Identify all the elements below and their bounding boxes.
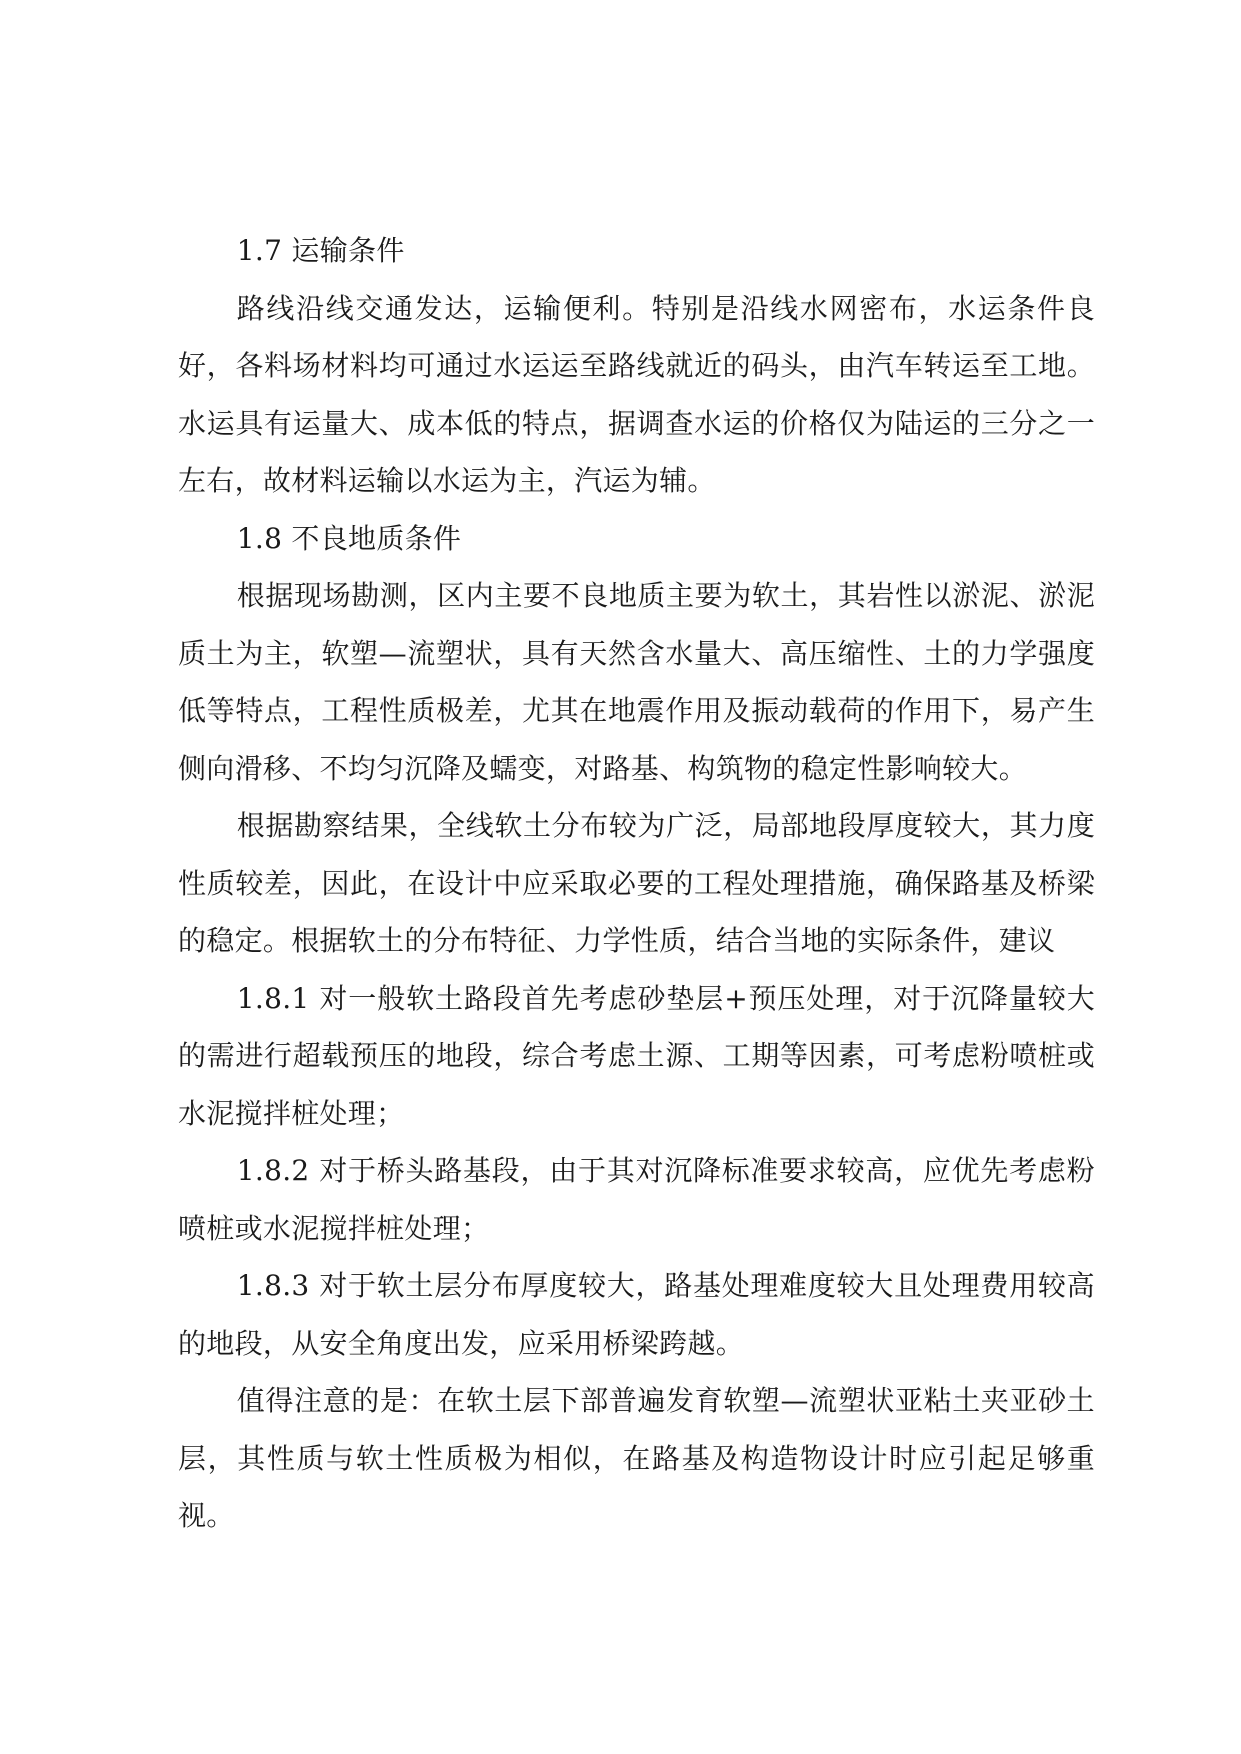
heading-1-8: 1.8 不良地质条件 [236, 521, 462, 555]
item-1-8-1: 1.8.1 对一般软土路段首先考虑砂垫层+预压处理，对于沉降量较大的需进行超载预压的地段，综合考虑土源、工期等因素，可考虑粉喷桩或水泥搅拌桩处理； [178, 981, 1095, 1130]
paragraph-transport: 路线沿线交通发达，运输便利。特别是沿线水网密布，水运条件良好，各料场材料均可通过水运运至路线就近的码头，由汽车转运至工地。水运具有运量大、成本低的特点，据调查水运的价格仅为陆运的三分之一左右，故材料运输以水运为主，汽运为辅。 [178, 291, 1095, 497]
document-page [178, 222, 1095, 1545]
item-1-8-3: 1.8.3 对于软土层分布厚度较大，路基处理难度较大且处理费用较高的地段，从安全角度出发，应采用桥梁跨越。 [178, 1269, 1095, 1360]
item-1-8-2: 1.8.2 对于桥头路基段，由于其对沉降标准要求较高，应优先考虑粉喷桩或水泥搅拌桩处理； [178, 1154, 1095, 1245]
heading-1-7: 1.7 运输条件 [236, 234, 405, 267]
paragraph-survey: 根据现场勘测，区内主要不良地质主要为软土，其岩性以淤泥、淤泥质土为主，软塑—流塑状，具有天然含水量大、高压缩性、土的力学强度低等特点，工程性质极差，尤其在地震作用及振动载荷的作用下，易产生侧向滑移、不均匀沉降及蠕变，对路基、构筑物的稳定性影响较大。 [178, 579, 1095, 785]
paragraph-note: 值得注意的是：在软土层下部普遍发育软塑—流塑状亚粘土夹亚砂土层，其性质与软土性质极为相似，在路基及构造物设计时应引起足够重视。 [178, 1384, 1095, 1532]
paragraph-results: 根据勘察结果，全线软土分布较为广泛，局部地段厚度较大，其力度性质较差，因此，在设计中应采取必要的工程处理措施，确保路基及桥梁的稳定。根据软土的分布特征、力学性质，结合当地的实际条件，建议 [178, 809, 1095, 957]
